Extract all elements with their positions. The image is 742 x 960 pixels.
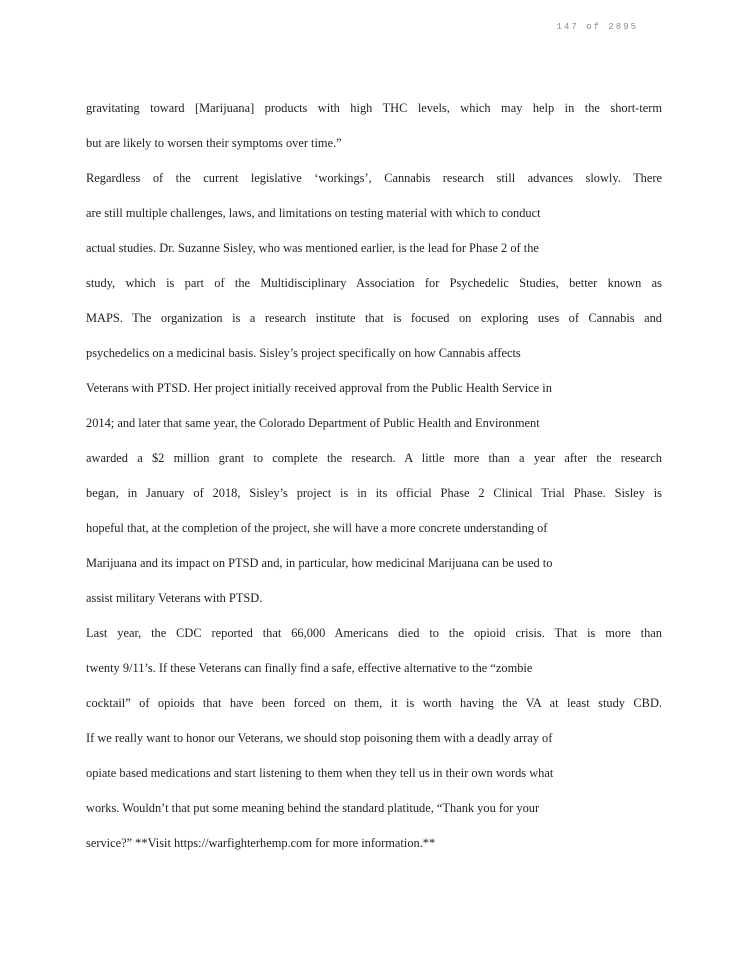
text-line: Last year, the CDC reported that 66,000 Americans died to the opioid crisis. That is more than: [86, 626, 662, 640]
text-line: Veterans with PTSD. Her project initially received approval from the Public Health Service in: [86, 381, 552, 395]
text-line: cocktail” of opioids that have been forced on them, it is worth having the VA at least study CBD.: [86, 696, 662, 710]
text-line: twenty 9/11’s. If these Veterans can finally find a safe, effective alternative to the “zombie: [86, 661, 533, 675]
text-line: hopeful that, at the completion of the project, she will have a more concrete understanding of: [86, 521, 548, 535]
text-line: service?” **Visit https://warfighterhemp.com for more information.**: [86, 836, 436, 850]
text-line: works. Wouldn’t that put some meaning behind the standard platitude, “Thank you for your: [86, 801, 540, 815]
text-line: are still multiple challenges, laws, and limitations on testing material with which to conduct: [86, 206, 541, 220]
text-line: psychedelics on a medicinal basis. Sisley’s project specifically on how Cannabis affects: [86, 346, 521, 360]
text-line: awarded a $2 million grant to complete the research. A little more than a year after the research: [86, 451, 662, 465]
text-line: study, which is part of the Multidisciplinary Association for Psychedelic Studies, better known as: [86, 276, 662, 290]
text-line: Regardless of the current legislative ‘workings’, Cannabis research still advances slowly. There: [86, 171, 662, 185]
text-line: Marijuana and its impact on PTSD and, in particular, how medicinal Marijuana can be used to: [86, 556, 553, 570]
body-text: [86, 91, 662, 861]
text-line: If we really want to honor our Veterans, we should stop poisoning them with a deadly array of: [86, 731, 553, 745]
text-line: began, in January of 2018, Sisley’s project is in its official Phase 2 Clinical Trial Phase. Sisley is: [86, 486, 662, 500]
text-line: opiate based medications and start listening to them when they tell us in their own words what: [86, 766, 554, 780]
text-line: 2014; and later that same year, the Colorado Department of Public Health and Environment: [86, 416, 540, 430]
text-line: MAPS. The organization is a research institute that is focused on exploring uses of Cannabis and: [86, 311, 662, 325]
text-line: gravitating toward [Marijuana] products with high THC levels, which may help in the short-term: [86, 101, 662, 115]
text-line: but are likely to worsen their symptoms over time.”: [86, 136, 342, 150]
text-line: actual studies. Dr. Suzanne Sisley, who was mentioned earlier, is the lead for Phase 2 of the: [86, 241, 539, 255]
page-number: 147 of 2895: [556, 22, 638, 32]
text-line: assist military Veterans with PTSD.: [86, 591, 263, 605]
